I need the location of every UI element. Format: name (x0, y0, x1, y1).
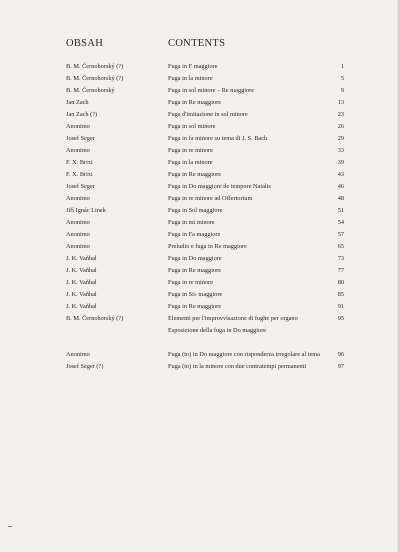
toc-spacer (0, 337, 400, 349)
toc-page: 73 (337, 255, 344, 262)
toc-title: Fuga in Re maggiore (168, 99, 221, 106)
toc-page: 29 (337, 135, 344, 142)
toc-title: Fuga in Si♭ maggiore (168, 291, 223, 298)
toc-page: 33 (337, 147, 344, 154)
toc-row (0, 229, 400, 241)
table-of-contents (0, 61, 400, 373)
toc-title: Fuga in Re maggiore (168, 303, 221, 310)
toc-row (0, 193, 400, 205)
toc-title: Fuga (to) in Do maggiore con risponderza irregolare al tema (168, 351, 320, 358)
toc-author: Jiří Ignác Linek (66, 207, 106, 214)
toc-title: Esposizione della fuga in Do maggiore (168, 327, 267, 334)
toc-author: Josef Seger (?) (66, 363, 104, 370)
toc-page: 51 (337, 207, 344, 214)
toc-page: 65 (337, 243, 344, 250)
toc-page: 54 (337, 219, 344, 226)
toc-page: 97 (337, 363, 344, 370)
toc-page: 46 (337, 183, 344, 190)
toc-title: Fuga in Sol maggiore (168, 207, 223, 214)
toc-title: Fuga in Re maggiore (168, 171, 221, 178)
toc-page: 5 (340, 75, 344, 82)
toc-row (0, 289, 400, 301)
toc-title: Fuga in re minore (168, 279, 213, 286)
toc-row (0, 109, 400, 121)
toc-row (0, 169, 400, 181)
toc-row (0, 157, 400, 169)
margin-mark (8, 526, 12, 527)
toc-row (0, 73, 400, 85)
toc-page: 43 (337, 171, 344, 178)
toc-author: Jan Zach (?) (66, 111, 98, 118)
toc-title: Fuga in la minore (168, 75, 213, 82)
toc-author: J. K. Vaňhal (66, 279, 97, 286)
toc-author: Anonimo (66, 219, 90, 226)
toc-author: Jan Zach (66, 99, 89, 106)
toc-title: Fuga in Re maggiore (168, 267, 221, 274)
toc-row (0, 253, 400, 265)
toc-author: B. M. Černohorský (?) (66, 315, 124, 322)
toc-author: B. M. Černohorský (66, 87, 115, 94)
toc-title: Fuga d'imitazione in sol minore (168, 111, 248, 118)
toc-author: Anonimo (66, 147, 90, 154)
toc-row (0, 205, 400, 217)
toc-row (0, 61, 400, 73)
toc-row (0, 325, 400, 337)
toc-page: 57 (337, 231, 344, 238)
toc-page: 80 (337, 279, 344, 286)
toc-row (0, 361, 400, 373)
toc-author: J. K. Vaňhal (66, 267, 97, 274)
toc-row (0, 277, 400, 289)
toc-title: Fuga in la minore (168, 159, 213, 166)
toc-author: F. X. Brixi (66, 159, 93, 166)
toc-title: Fuga in fa minore su tema di J. S. Bach (168, 135, 268, 142)
header-obsah: OBSAH (66, 38, 104, 49)
toc-title: Fuga in sol minore (168, 123, 216, 130)
toc-author: F. X. Brixi (66, 171, 93, 178)
toc-author: Anonimo (66, 351, 90, 358)
toc-author: J. K. Vaňhal (66, 291, 97, 298)
toc-row (0, 217, 400, 229)
toc-author: Josef Seger (66, 135, 95, 142)
toc-row (0, 313, 400, 325)
toc-title: Fuga in F maggiore (168, 63, 218, 70)
toc-title: Fuga in Do maggiore (168, 255, 222, 262)
header-contents: CONTENTS (168, 38, 226, 49)
toc-row (0, 97, 400, 109)
toc-title: Preludio e fuga in Re maggiore (168, 243, 247, 250)
toc-title: Fuga in Do maggiore de tempore Natalis (168, 183, 271, 190)
toc-row (0, 121, 400, 133)
toc-author: Josef Seger (66, 183, 95, 190)
toc-row (0, 85, 400, 97)
toc-page: 1 (340, 63, 344, 70)
toc-row (0, 181, 400, 193)
toc-page: 39 (337, 159, 344, 166)
toc-author: B. M. Černohorský (?) (66, 75, 124, 82)
toc-row (0, 145, 400, 157)
toc-author: Anonimo (66, 243, 90, 250)
toc-title: Elementi per l'improvvisazione di fughe per organo (168, 315, 298, 322)
toc-title: Fuga in re minore ad Offertorium (168, 195, 253, 202)
toc-page: 96 (337, 351, 344, 358)
toc-title: Fuga in mi minore (168, 219, 215, 226)
toc-title: Fuga in Fa maggiore (168, 231, 221, 238)
toc-author: J. K. Vaňhal (66, 303, 97, 310)
toc-page: 13 (337, 99, 344, 106)
toc-author: J. K. Vaňhal (66, 255, 97, 262)
toc-title: Fuga in re minore (168, 147, 213, 154)
toc-title: Fuga in sol minore – Re maggiore (168, 87, 255, 94)
toc-author: B. M. Černohorský (?) (66, 63, 124, 70)
toc-author: Anonimo (66, 123, 90, 130)
toc-row (0, 133, 400, 145)
contents-header (0, 38, 400, 52)
toc-row (0, 241, 400, 253)
toc-row (0, 301, 400, 313)
toc-author: Anonimo (66, 231, 90, 238)
toc-page: 23 (337, 111, 344, 118)
toc-page: 95 (337, 315, 344, 322)
toc-page: 26 (337, 123, 344, 130)
toc-page: 77 (337, 267, 344, 274)
toc-author: Anonimo (66, 195, 90, 202)
toc-page: 85 (337, 291, 344, 298)
toc-page: 9 (340, 87, 344, 94)
toc-row (0, 349, 400, 361)
toc-page: 91 (337, 303, 344, 310)
toc-title: Fuga (to) in la minore con due contratempi permanenti (168, 363, 307, 370)
toc-page: 48 (337, 195, 344, 202)
toc-row (0, 265, 400, 277)
